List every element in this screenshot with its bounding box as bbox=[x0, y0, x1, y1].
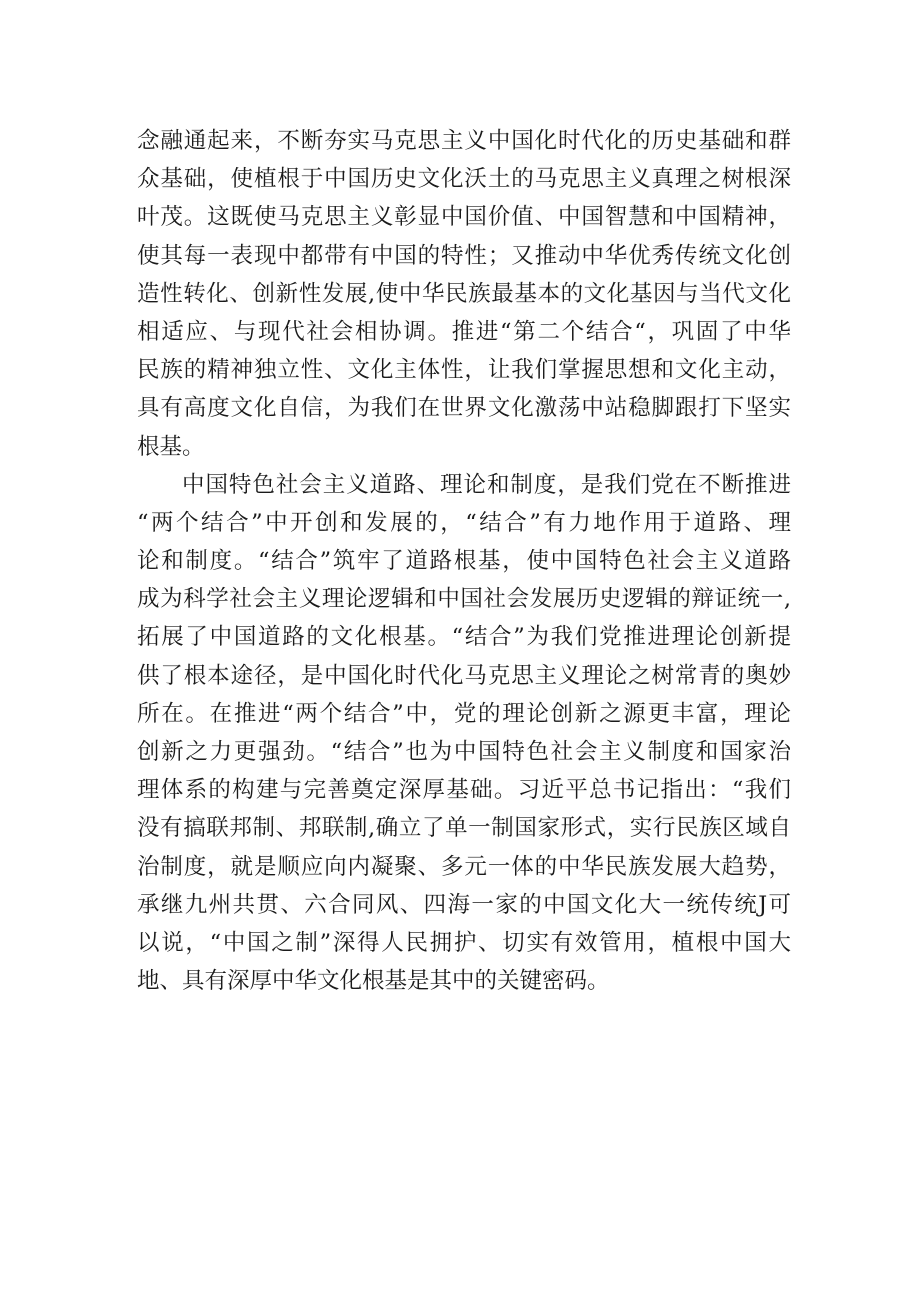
text-line: 使其每一表现中都带有中国的特性；又推动中华优秀传统文化创 bbox=[137, 242, 791, 269]
text-line: 叶茂。这既使马克思主义彰显中国价值、中国智慧和中国精神， bbox=[137, 204, 791, 231]
text-line: 创新之力更强劲。“结合”也为中国特色社会主义制度和国家治 bbox=[137, 739, 791, 765]
text-line: 地、具有深厚中华文化根基是其中的关键密码。 bbox=[137, 968, 610, 995]
text-line: 承继九州共贯、六合同风、四海一家的中国文化大一统传统J可 bbox=[137, 891, 791, 918]
document-body bbox=[137, 122, 791, 1000]
text-line: 根基。 bbox=[137, 433, 205, 460]
text-line: 具有高度文化自信，为我们在世界文化激荡中站稳脚跟打下坚实 bbox=[137, 395, 791, 422]
text-line: 以说，“中国之制”深得人民拥护、切实有效管用，植根中国大 bbox=[137, 929, 791, 956]
text-line: 治制度，就是顺应向内凝聚、多元一体的中华民族发展大趋势， bbox=[137, 853, 791, 880]
text-line: “两个结合”中开创和发展的，“结合”有力地作用于道路、理 bbox=[137, 509, 791, 536]
text-line: 成为科学社会主义理论逻辑和中国社会发展历史逻辑的辩证统一, bbox=[137, 586, 791, 613]
paragraph bbox=[137, 122, 791, 466]
text-line: 论和制度。“结合”筑牢了道路根基，使中国特色社会主义道路 bbox=[137, 548, 791, 575]
text-line: 造性转化、创新性发展,使中华民族最基本的文化基因与当代文化 bbox=[137, 280, 791, 307]
text-line: 拓展了中国道路的文化根基。“结合”为我们党推进理论创新提 bbox=[137, 624, 791, 651]
text-line: 所在。在推进“两个结合”中，党的理论创新之源更丰富，理论 bbox=[137, 700, 791, 727]
text-line: 没有搞联邦制、邦联制,确立了单一制国家形式，实行民族区域自 bbox=[137, 815, 791, 842]
text-line: 理体系的构建与完善奠定深厚基础。习近平总书记指出：“我们 bbox=[137, 777, 791, 804]
text-line: 民族的精神独立性、文化主体性，让我们掌握思想和文化主动， bbox=[137, 357, 791, 384]
text-line: 中国特色社会主义道路、理论和制度，是我们党在不断推进 bbox=[182, 471, 791, 498]
paragraph bbox=[137, 466, 791, 1001]
text-line: 相适应、与现代社会相协调。推进“第二个结合“，巩固了中华 bbox=[137, 318, 791, 345]
text-line: 众基础，使植根于中国历史文化沃土的马克思主义真理之树根深 bbox=[137, 166, 791, 193]
text-line: 念融通起来，不断夯实马克思主义中国化时代化的历史基础和群 bbox=[137, 128, 791, 154]
text-line: 供了根本途径，是中国化时代化马克思主义理论之树常青的奥妙 bbox=[137, 662, 791, 689]
